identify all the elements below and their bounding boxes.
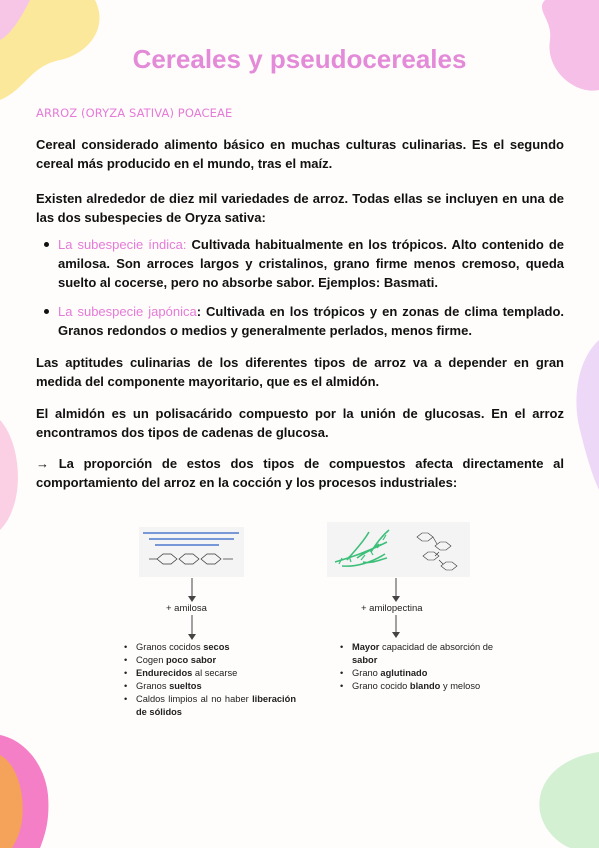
decor-blob-left-middle [0, 420, 22, 530]
subspecies-list [36, 235, 564, 292]
list-item: • Granos sueltos [136, 680, 296, 693]
amilosa-label: + amilosa [166, 603, 207, 614]
arrow-down-icon [391, 615, 401, 639]
amilopectina-label: + amilopectina [361, 603, 423, 614]
paragraph-intro: Cereal considerado alimento básico en muchas culturas culinarias. Es el segundo cereal más producido en el mundo, tras el maíz. [36, 137, 564, 171]
decor-blob-right-middle [572, 340, 599, 490]
page-title: Cereales y pseudocereales [132, 44, 467, 74]
list-item: • Endurecidos al secarse [136, 667, 296, 680]
list-item: • Cogen poco sabor [136, 654, 296, 667]
arrow-down-icon [391, 578, 401, 603]
amilopectina-properties-list [338, 641, 504, 693]
list-item: • Granos cocidos secos [136, 641, 296, 654]
decor-blob-bottom-right [520, 752, 599, 848]
paragraph-varieties: Existen alrededor de diez mil variedades de arroz. Todas ellas se incluyen en una de las dos subespecies de Oryza sativa: [36, 191, 564, 225]
list-item-indica: La subespecie índica: Cultivada habitualmente en los trópicos. Alto contenido de amilosa. Son arroces largos y cristalinos, grano firme menos cremoso, queda suelto al cocerse, pero no absorbe sabor. Ejemplos: Basmati. [58, 237, 564, 290]
subspecies-list-2 [36, 302, 564, 340]
paragraph-aptitudes: Las aptitudes culinarias de los diferentes tipos de arroz va a depender en gran medida del componente mayoritario, que es el almidón. [36, 355, 564, 389]
arrow-down-icon [187, 578, 197, 603]
list-item-japonica: La subespecie japónica: Cultivada en los trópicos y en zonas de clima templado. Granos redondos o medios y generalmente perlados, menos firme. [58, 304, 564, 338]
list-item: • Grano aglutinado [352, 667, 504, 680]
amilopectina-structure-image [327, 522, 470, 577]
arrow-down-icon [187, 615, 197, 641]
paragraph-almidon: El almidón es un polisacárido compuesto por la unión de glucosas. En el arroz encontramos dos tipos de cadenas de glucosa. [36, 406, 564, 440]
decor-blob-bottom-left [0, 735, 60, 848]
paragraph-proporcion: → La proporción de estos dos tipos de compuestos afecta directamente al comportamiento del arroz en la cocción y los procesos industriales: [36, 456, 564, 490]
amilosa-structure-image [139, 527, 244, 577]
list-item: • Caldos limpios al no haber liberación de sólidos [136, 693, 296, 719]
section-heading: ARROZ (ORYZA SATIVA) POACEAE [36, 106, 233, 120]
list-item: • Grano cocido blando y meloso [352, 680, 504, 693]
list-item: • Mayor capacidad de absorción de sabor [352, 641, 504, 667]
amilosa-properties-list [122, 641, 296, 719]
